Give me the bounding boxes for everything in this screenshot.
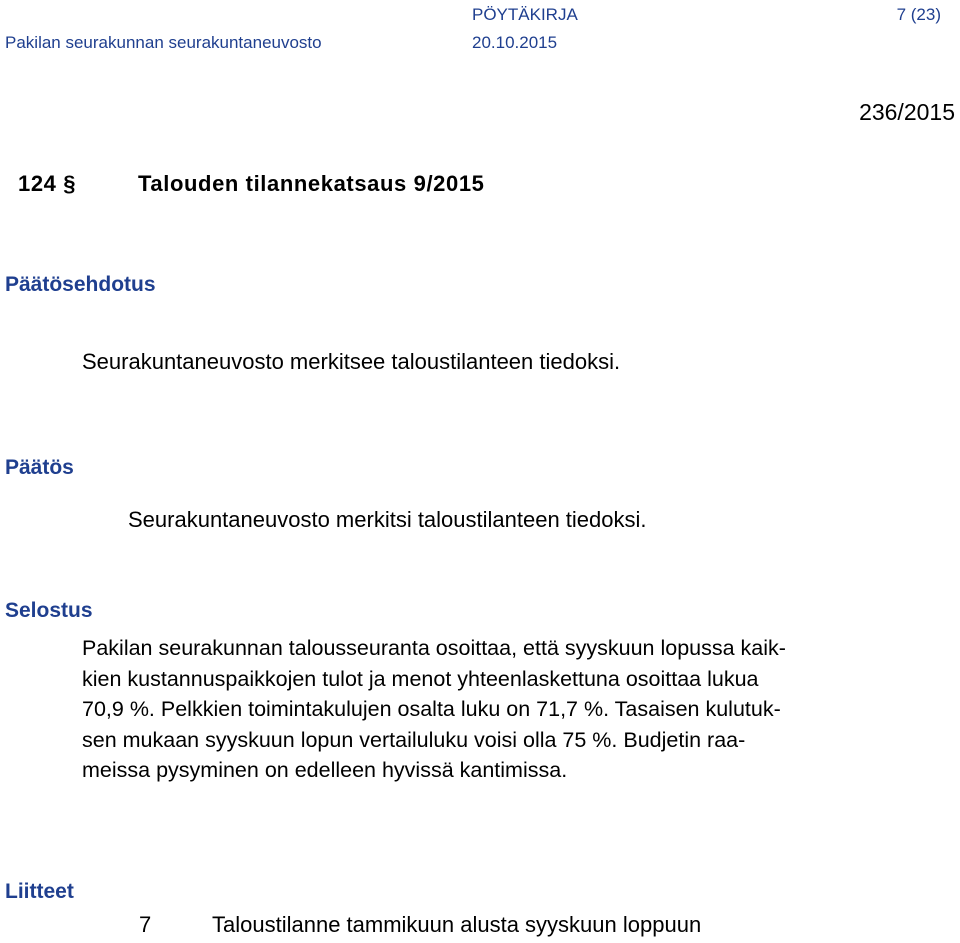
attachments-label: Liitteet [5, 880, 74, 903]
section-number: 124 § [18, 171, 77, 196]
explanation-label: Selostus [5, 599, 93, 622]
attachment-number: 7 [139, 912, 152, 937]
explanation-line: 70,9 %. Pelkkien toimintakulujen osalta luku on 71,7 %. Tasaisen kulutuk- [82, 697, 781, 721]
organization-name: Pakilan seurakunnan seurakuntaneuvosto [5, 33, 322, 52]
proposal-text: Seurakuntaneuvosto merkitsee taloustilanteen tiedoksi. [82, 349, 621, 374]
meeting-date: 20.10.2015 [472, 33, 558, 52]
attachment-title: Taloustilanne tammikuun alusta syyskuun loppuun [212, 912, 702, 937]
decision-text: Seurakuntaneuvosto merkitsi taloustilanteen tiedoksi. [128, 507, 647, 532]
page-number: 7 (23) [896, 5, 941, 24]
document-number: 236/2015 [859, 99, 955, 125]
explanation-line: meissa pysyminen on edelleen hyvissä kantimissa. [82, 758, 568, 782]
section-title: Talouden tilannekatsaus 9/2015 [138, 171, 485, 196]
proposal-label: Päätösehdotus [5, 273, 156, 296]
explanation-line: sen mukaan syyskuun lopun vertailuluku voisi olla 75 %. Budjetin raa- [82, 727, 746, 752]
explanation-line: Pakilan seurakunnan talousseuranta osoittaa, että syyskuun lopussa kaik- [82, 636, 786, 660]
explanation-paragraph [82, 633, 942, 786]
decision-label: Päätös [5, 456, 74, 479]
explanation-line: kien kustannuspaikkojen tulot ja menot yhteenlaskettuna osoittaa lukua [82, 666, 759, 691]
doc-type: PÖYTÄKIRJA [472, 5, 578, 24]
